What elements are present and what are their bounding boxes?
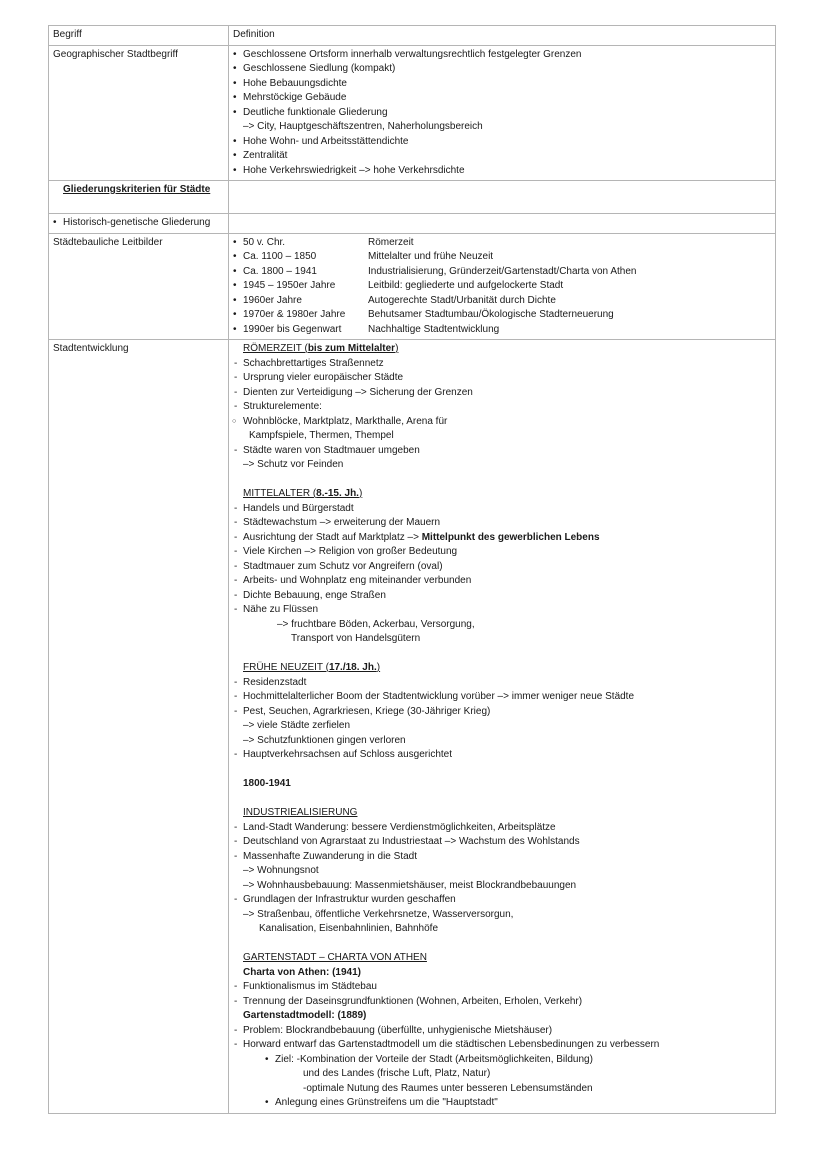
list-item: - Horward entwarf das Gartenstadtmodell um die städtischen Lebensbedinungen zu verbessern bbox=[233, 1038, 771, 1053]
list-item: - Arbeits- und Wohnplatz eng miteinander verbunden bbox=[233, 574, 771, 589]
list-item: - Städtewachstum –> erweiterung der Mauern bbox=[233, 516, 771, 531]
period-heading: 1800-1941 bbox=[243, 778, 291, 789]
list-item: - Stadtmauer zum Schutz vor Angreifern (oval) bbox=[233, 560, 771, 575]
section-title-gartenstadt: GARTENSTADT – CHARTA VON ATHEN bbox=[243, 952, 427, 963]
era-year: • 1960er Jahre bbox=[243, 294, 302, 306]
era-desc: Industrialisierung, Gründerzeit/Gartenstadt/Charta von Athen bbox=[368, 265, 637, 277]
list-item: - Grundlagen der Infrastruktur wurden geschaffen bbox=[233, 893, 771, 908]
list-item: • Zentralität bbox=[233, 149, 771, 164]
list-subitem: Transport von Handelsgütern bbox=[291, 633, 421, 644]
list-item: - Land-Stadt Wanderung: bessere Verdienstmöglichkeiten, Arbeitsplätze bbox=[233, 821, 771, 836]
era-desc: Autogerechte Stadt/Urbanität durch Dichte bbox=[368, 294, 556, 306]
section-title-industrialisierung: INDUSTRIEALISIERUNG bbox=[243, 807, 358, 818]
empty-cell bbox=[229, 181, 776, 214]
definition-geo bbox=[229, 45, 776, 181]
list-item: - Hochmittelalterlicher Boom der Stadtentwicklung vorüber –> immer weniger neue Städte bbox=[233, 690, 771, 705]
list-item: - Trennung der Daseinsgrundfunktionen (Wohnen, Arbeiten, Erholen, Verkehr) bbox=[233, 995, 771, 1010]
era-row bbox=[233, 308, 771, 323]
list-item: - Ursprung vieler europäischer Städte bbox=[233, 371, 771, 386]
era-row bbox=[233, 279, 771, 294]
definition-stadtentwicklung bbox=[229, 340, 776, 1114]
definitions-table bbox=[48, 25, 776, 1114]
section-title-fruehe-neuzeit: FRÜHE NEUZEIT (17./18. Jh.) bbox=[243, 662, 381, 673]
section-title-roemerzeit: RÖMERZEIT (bis zum Mittelalter) bbox=[243, 343, 399, 354]
era-year: • 1990er bis Gegenwart bbox=[243, 323, 342, 335]
list-item: - Dichte Bebauung, enge Straßen bbox=[233, 589, 771, 604]
header-begriff: Begriff bbox=[49, 26, 229, 46]
list-item: - Schachbrettartiges Straßennetz bbox=[233, 357, 771, 372]
section-title-mittelalter: MITTELALTER (8.-15. Jh.) bbox=[243, 488, 363, 499]
list-item: - Deutschland von Agrarstaat zu Industriestaat –> Wachstum des Wohlstands bbox=[233, 835, 771, 850]
era-row bbox=[233, 265, 771, 280]
era-row bbox=[233, 323, 771, 338]
list-subitem: Kanalisation, Eisenbahnlinien, Bahnhöfe bbox=[259, 923, 439, 934]
list-item: - Funktionalismus im Städtebau bbox=[233, 980, 771, 995]
header-row bbox=[49, 26, 776, 46]
era-desc: Behutsamer Stadtumbau/Ökologische Stadterneuerung bbox=[368, 309, 614, 320]
list-subitem: -optimale Nutung des Raumes unter besseren Lebensumständen bbox=[303, 1082, 593, 1094]
list-item: - Handels und Bürgerstadt bbox=[233, 502, 771, 517]
list-item: - Residenzstadt bbox=[233, 676, 771, 691]
list-subitem: –> Schutz vor Feinden bbox=[243, 459, 344, 470]
list-item: - Problem: Blockrandbebauung (überfüllte, unhygienische Mietshäuser) bbox=[233, 1024, 771, 1039]
era-desc: Nachhaltige Stadtentwicklung bbox=[368, 323, 500, 335]
row-gliederung-heading bbox=[49, 181, 776, 214]
subheading-charta: Charta von Athen: (1941) bbox=[243, 966, 361, 978]
list-item: - Dienten zur Verteidigung –> Sicherung der Grenzen bbox=[233, 386, 771, 401]
list-subitem: –> City, Hauptgeschäftszentren, Naherholungsbereich bbox=[243, 121, 483, 132]
list-item: • Hohe Wohn- und Arbeitsstättendichte bbox=[233, 135, 771, 150]
list-item: - Nähe zu Flüssen bbox=[233, 603, 771, 618]
term-stadtentwicklung: Stadtentwicklung bbox=[49, 340, 229, 1114]
row-geographischer-stadtbegriff bbox=[49, 45, 776, 181]
term-geo: Geographischer Stadtbegriff bbox=[49, 45, 229, 181]
list-subitem: Kampfspiele, Thermen, Thempel bbox=[249, 430, 394, 441]
gliederung-heading: Gliederungskriterien für Städte bbox=[63, 184, 211, 195]
list-item: - Massenhafte Zuwanderung in die Stadt bbox=[233, 850, 771, 865]
list-subitem: • Anlegung eines Grünstreifens um die "Hauptstadt" bbox=[233, 1096, 771, 1111]
list-subitem: –> Wohnungsnot bbox=[243, 865, 319, 876]
list-subitem: –> Straßenbau, öffentliche Verkehrsnetze, Wasserversorgun, bbox=[243, 908, 514, 920]
list-subitem: –> Wohnhausbebauung: Massenmietshäuser, meist Blockrandbebauungen bbox=[243, 879, 577, 891]
list-item: - Pest, Seuchen, Agrarkriesen, Kriege (30-Jähriger Krieg) bbox=[233, 705, 771, 720]
list-item: - Ausrichtung der Stadt auf Marktplatz –> Mittelpunkt des gewerblichen Lebens bbox=[233, 531, 771, 546]
list-subitem: –> viele Städte zerfielen bbox=[243, 720, 351, 731]
era-desc: Leitbild: gegliederte und aufgelockerte Stadt bbox=[368, 280, 564, 291]
gliederung-heading-cell bbox=[49, 181, 229, 214]
term-historisch bbox=[49, 214, 229, 234]
era-desc: Mittelalter und frühe Neuzeit bbox=[368, 251, 494, 262]
list-item: • Geschlossene Siedlung (kompakt) bbox=[233, 62, 771, 77]
era-row bbox=[233, 250, 771, 265]
era-year: • Ca. 1800 – 1941 bbox=[243, 265, 317, 277]
list-item: • Mehrstöckige Gebäude bbox=[233, 91, 771, 106]
list-item: - Strukturelemente: bbox=[233, 400, 771, 415]
list-subitem: und des Landes (frische Luft, Platz, Natur) bbox=[303, 1068, 491, 1079]
era-year: • 1945 – 1950er Jahre bbox=[243, 280, 336, 291]
row-leitbilder bbox=[49, 233, 776, 340]
list-item: - Städte waren von Stadtmauer umgeben bbox=[233, 444, 771, 459]
definition-leitbilder bbox=[229, 233, 776, 340]
list-item: • Hohe Bebauungsdichte bbox=[233, 77, 771, 92]
era-desc: Römerzeit bbox=[368, 236, 414, 248]
era-row bbox=[233, 294, 771, 309]
empty-cell bbox=[229, 214, 776, 234]
list-item: • Deutliche funktionale Gliederung bbox=[233, 106, 771, 121]
list-subitem: –> Schutzfunktionen gingen verloren bbox=[243, 734, 406, 746]
list-subitem: –> fruchtbare Böden, Ackerbau, Versorgung, bbox=[277, 618, 475, 630]
row-historisch bbox=[49, 214, 776, 234]
list-item: • Historisch-genetische Gliederung bbox=[53, 216, 224, 231]
list-item: - Hauptverkehrsachsen auf Schloss ausgerichtet bbox=[233, 748, 771, 763]
subheading-gartenstadtmodell: Gartenstadtmodell: (1889) bbox=[243, 1010, 367, 1021]
list-item: ○ Wohnblöcke, Marktplatz, Markthalle, Arena für bbox=[233, 415, 771, 430]
era-year: • 1970er & 1980er Jahre bbox=[243, 309, 346, 320]
term-leitbilder: Städtebauliche Leitbilder bbox=[49, 233, 229, 340]
header-definition: Definition bbox=[229, 26, 776, 46]
list-item: • Hohe Verkehrswiedrigkeit –> hohe Verkehrsdichte bbox=[233, 164, 771, 179]
list-item: • Geschlossene Ortsform innerhalb verwaltungsrechtlich festgelegter Grenzen bbox=[233, 48, 771, 63]
list-subitem: • Ziel: -Kombination der Vorteile der Stadt (Arbeitsmöglichkeiten, Bildung) bbox=[233, 1053, 771, 1068]
era-year: • 50 v. Chr. bbox=[243, 236, 286, 248]
era-row bbox=[233, 236, 771, 251]
row-stadtentwicklung bbox=[49, 340, 776, 1114]
list-item: - Viele Kirchen –> Religion von großer Bedeutung bbox=[233, 545, 771, 560]
era-year: • Ca. 1100 – 1850 bbox=[243, 251, 317, 262]
